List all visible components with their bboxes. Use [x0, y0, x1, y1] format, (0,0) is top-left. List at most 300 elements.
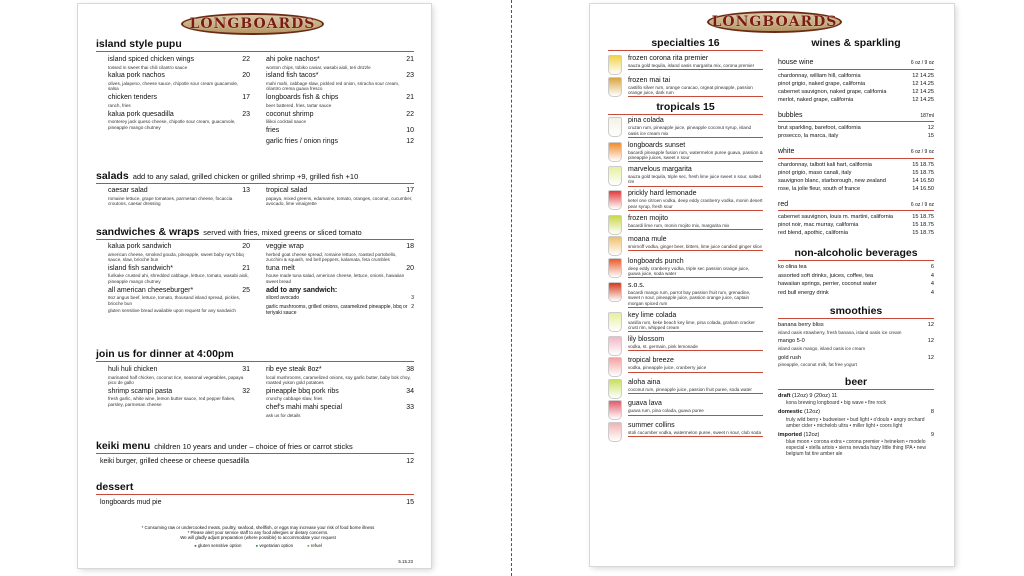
- wine-name: rose, la jolie fleur, south of france: [778, 185, 861, 192]
- nonalc-title: non-alcoholic beverages: [794, 247, 918, 259]
- item-price: 38: [406, 366, 414, 373]
- wine-row: [778, 221, 934, 229]
- dinner-right-column: [266, 366, 414, 421]
- menu-item: [266, 94, 414, 108]
- item-price: 23: [406, 72, 414, 80]
- item-price: 32: [242, 387, 250, 395]
- item-desc: furikake crusted ahi, shredded cabbage, lettuce, tomato, wasabi aioli, pineapple mango chutney: [108, 273, 249, 284]
- wine-row: [778, 132, 934, 140]
- beverage-name: assorted soft drinks, juices, coffee, tea: [778, 272, 874, 279]
- beverage-row: [778, 263, 934, 272]
- smoothie-item: [778, 354, 934, 368]
- beverage-name: ko olina tea: [778, 264, 807, 270]
- item-price: 17: [242, 94, 250, 102]
- wine-row: [778, 80, 934, 88]
- drink-item: [608, 282, 763, 310]
- dessert-price: 15: [406, 499, 414, 506]
- sandwiches-left-column: [108, 243, 250, 314]
- smoothie-name: mango 5-0: [778, 338, 805, 345]
- item-desc: tossed in sweet thai chili cilantro sauce: [108, 64, 188, 70]
- menu-item: [266, 388, 414, 402]
- item-desc: marinated half chicken, coconut rice, seasonal vegetables, papaya pico de gallo: [108, 374, 244, 385]
- item-name: island fish sandwich*: [108, 264, 173, 272]
- smoothie-name: banana berry bliss: [778, 322, 824, 328]
- wine-group: [778, 148, 934, 193]
- drink-name: summer collins: [628, 421, 675, 429]
- sandwiches-right-column: [266, 243, 414, 319]
- drink-name: moana mule: [628, 236, 667, 244]
- salads-right-column: [266, 187, 414, 209]
- wine-name: pinot grigio, maso canali, italy: [778, 169, 852, 176]
- menu-item: [108, 56, 250, 70]
- section-title: salads: [96, 170, 129, 182]
- wine-price-6oz: 12: [912, 96, 919, 103]
- cocktail-glass-icon: [608, 282, 622, 302]
- legend-refuel: ● refuel: [307, 543, 322, 548]
- smoothie-desc: island oasis strawberry, fresh banana, island oasis ice cream: [778, 329, 902, 335]
- beer-title: beer: [844, 375, 868, 388]
- wine-name: sauvignon blanc, starborough, new zealand: [778, 177, 886, 184]
- cocktail-glass-icon: [608, 142, 622, 162]
- section-note: served with fries, mixed greens or sliced tomato: [203, 228, 362, 237]
- item-desc: olives, jalapeno, cheese sauce, chipotle sour cream guacamole, salsa: [108, 80, 239, 92]
- sandwiches-section: [96, 226, 414, 317]
- drink-desc: sauza gold tequila, island oasis margarita mix, corona premier: [628, 63, 755, 68]
- beer-group: [778, 431, 934, 458]
- wine-price-9oz: 18.75: [920, 169, 934, 176]
- longboards-logo: LONGBOARDS: [181, 13, 324, 35]
- item-desc: ranch, fries: [108, 102, 131, 108]
- item-name: fries: [266, 127, 280, 135]
- drink-name: frozen mojito: [628, 214, 669, 222]
- item-price: 21: [406, 56, 414, 63]
- item-name: tropical salad: [266, 187, 308, 194]
- beer-group: [778, 408, 934, 429]
- beer-label: domestic: [778, 409, 803, 416]
- cocktail-column: [608, 37, 763, 443]
- cocktail-glass-icon: [608, 336, 622, 356]
- drink-name: tropical breeze: [628, 357, 674, 365]
- beer-label: draft: [778, 392, 791, 399]
- wine-price-6oz: 15: [912, 169, 919, 176]
- wine-row: [778, 72, 934, 80]
- item-desc: wonton chips, tobiko caviar, wasabi aioli, teri drizzle: [266, 64, 371, 70]
- beer-label: imported: [778, 431, 802, 438]
- add-price: 2: [411, 304, 414, 311]
- pupu-section: [96, 38, 414, 146]
- menu-item: [266, 56, 414, 70]
- wine-name: pinot grigio, naked grape, california: [778, 80, 866, 87]
- wine-price-6oz: 14: [912, 185, 919, 192]
- section-note: add to any salad, grilled chicken or grilled shrimp +9, grilled fish +10: [132, 172, 359, 181]
- beer-sizes: (12oz): [803, 431, 820, 438]
- drink-item: [608, 422, 763, 442]
- item-name: pineapple bbq pork ribs: [266, 387, 339, 395]
- wine-group: [778, 59, 934, 104]
- food-menu-page: [78, 4, 431, 568]
- item-name: rib eye steak 8oz*: [266, 366, 322, 373]
- item-name: chicken tenders: [108, 94, 158, 102]
- wine-sizes: 187ml: [920, 112, 934, 119]
- item-price: 13: [242, 187, 250, 194]
- beer-group: [778, 392, 934, 407]
- wine-row: [778, 161, 934, 169]
- drink-desc: deep eddy cranberry vodka, triple sec passion orange juice, guava juice, soda water: [628, 265, 750, 276]
- item-price: 18: [406, 243, 414, 250]
- wine-price-9oz: 14.25: [920, 96, 934, 103]
- pupu-right-column: [266, 56, 414, 149]
- dessert-item: longboards mud pie: [100, 499, 162, 506]
- beer-list: truly wild berry • budweiser • bud light • o'douls • angry orchard amber cider • michelob ultra • miller light • coors light: [786, 416, 925, 429]
- item-price: 33: [406, 404, 414, 412]
- item-desc: herbed goat cheese spread, romaine lettuce, roasted portobello, zucchini & squash, red bell peppers, kalamata, feta crumbles: [266, 251, 397, 262]
- cocktail-glass-icon: [608, 422, 622, 442]
- beer-price: 8: [930, 409, 934, 416]
- drink-desc: bacardi lime rum, monin mojito mix, margarita mix: [628, 222, 730, 228]
- dinner-section: [96, 348, 414, 418]
- wine-name: red blend, apothic, california: [778, 230, 848, 236]
- wine-column: [778, 37, 934, 459]
- wine-price-6oz: 15: [912, 214, 919, 220]
- wine-row: [778, 124, 934, 132]
- cocktail-glass-icon: [608, 166, 622, 186]
- keiki-item: keiki burger, grilled cheese or cheese quesadilla: [100, 458, 250, 465]
- item-desc: romaine lettuce, grape tomatoes, parmesan cheese, focaccia croutons, caesar dressing: [108, 195, 233, 206]
- wine-sizes: 6 oz / 9 oz: [910, 60, 934, 66]
- gluten-note: gluten sensitive bread available upon request for any sandwich: [108, 308, 236, 314]
- drink-desc: vanilla rum, keke beach key lime, pina colada, graham cracker crust rim, whipped cream: [628, 319, 755, 330]
- item-name: chef's mahi mahi special: [266, 404, 343, 412]
- section-title: dessert: [96, 481, 134, 493]
- section-title: island style pupu: [96, 38, 182, 50]
- cocktail-glass-icon: [608, 55, 622, 75]
- keiki-price: 12: [406, 458, 414, 465]
- smoothie-item: [778, 321, 934, 335]
- item-desc: lilikoi cocktail sauce: [266, 119, 307, 125]
- salads-section: [96, 170, 414, 206]
- beverage-name: red bull energy drink: [778, 289, 829, 296]
- item-name: shrimp scampi pasta: [108, 387, 173, 395]
- item-name: huli huli chicken: [108, 366, 158, 373]
- menu-item: [266, 111, 414, 125]
- wine-price-9oz: 14.25: [920, 72, 934, 79]
- menu-item: [108, 72, 250, 91]
- longboards-logo: LONGBOARDS: [707, 11, 842, 33]
- smoothie-item: [778, 337, 934, 351]
- item-name: kalua pork quesadilla: [108, 110, 174, 118]
- drink-name: key lime colada: [628, 311, 677, 319]
- footnote-raw: * Consuming raw or undercooked meats, poultry, seafood, shellfish, or eggs may increase your risk of food borne illness: [141, 525, 375, 530]
- cocktail-glass-icon: [608, 190, 622, 210]
- drink-item: [608, 142, 763, 165]
- item-desc: ask us for details: [266, 412, 301, 418]
- item-name: kalua pork sandwich: [108, 243, 172, 250]
- section-title: join us for dinner at 4:00pm: [96, 348, 234, 360]
- item-name: garlic fries / onion rings: [266, 138, 338, 146]
- menu-item: [266, 187, 414, 206]
- beverage-row: [778, 272, 934, 281]
- drinks-menu-page: [590, 4, 954, 566]
- drink-desc: castillo silver rum, orange curacao, orgeat pineapple, passion orange juice, dark rum: [628, 84, 753, 95]
- wine-price-9oz: 16.50: [920, 185, 934, 192]
- smoothie-price: 12: [927, 338, 934, 345]
- item-desc: house made tuna salad, american cheese, lettuce, onions, hawaiian sweet bread: [266, 273, 405, 284]
- smoothie-price: 12: [927, 322, 934, 328]
- wine-price-9oz: 12: [927, 125, 934, 131]
- drink-desc: bacardi mango rum, parrot bay passion fruit rum, grenadine, sweet n sour, pineapple juice, passion orange juice, captain morgan spiced rum: [628, 289, 751, 306]
- beer-sizes: (12oz): [804, 409, 820, 416]
- smoothie-desc: pineapple, coconut milk, fat free yogurt: [778, 362, 857, 368]
- item-price: 31: [242, 366, 250, 373]
- item-price: 17: [406, 187, 414, 194]
- cocktail-glass-icon: [608, 77, 622, 97]
- add-option: [266, 295, 414, 301]
- wine-price-9oz: 14.25: [920, 80, 934, 87]
- drink-item: [608, 215, 763, 235]
- item-name: caesar salad: [108, 187, 148, 194]
- item-price: 20: [406, 264, 414, 272]
- cocktail-glass-icon: [608, 215, 622, 235]
- item-name: island fish tacos*: [266, 72, 319, 80]
- item-name: tuna melt: [266, 264, 295, 272]
- wine-price-9oz: 18.75: [920, 222, 934, 228]
- cocktail-glass-icon: [608, 357, 622, 377]
- item-desc: beer battered, fries, tartar sauce: [266, 102, 332, 108]
- wine-price-6oz: 14: [912, 177, 919, 184]
- wine-group: [778, 112, 934, 141]
- wine-price-9oz: 14.25: [920, 88, 934, 95]
- item-price: 20: [242, 243, 250, 250]
- beer-list: kona brewing longboard • big wave • fire rock: [786, 400, 886, 407]
- item-name: island spiced chicken wings: [108, 56, 194, 63]
- item-name: longboards fish & chips: [266, 94, 339, 102]
- item-price: 34: [406, 387, 414, 395]
- drink-desc: smirnoff vodka, ginger beer, bitters, lime juice candied ginger slice: [628, 244, 762, 250]
- drink-desc: cruzan rum, pineapple juice, pineapple coconut syrup, island oasis ice cream mix: [628, 125, 752, 136]
- section-title: sandwiches & wraps: [96, 226, 200, 238]
- drink-desc: vodka, pineapple juice, cranberry juice: [628, 365, 707, 371]
- item-price: 22: [406, 110, 414, 118]
- menu-date: 5.15.23: [398, 559, 413, 564]
- menu-item: [108, 243, 250, 262]
- beverage-price: 4: [930, 272, 934, 279]
- footnote-adjust: We will gladly adjust preparation (where possible) to accommodate your request: [180, 535, 336, 540]
- drink-desc: ketel one citroen vodka, deep eddy cranberry vodka, monin desert pear syrup, fresh sour: [628, 198, 763, 209]
- cocktail-glass-icon: [608, 117, 622, 137]
- item-desc: fresh garlic, white wine, lemon butter sauce, red pepper flakes, parsley, parmesan cheese: [108, 396, 236, 407]
- beverage-row: [778, 280, 934, 289]
- wine-name: cabernet sauvignon, naked grape, california: [778, 88, 887, 95]
- add-sandwich-title: add to any sandwich:: [266, 286, 338, 294]
- pupu-left-column: [108, 56, 250, 132]
- drink-name: marvelous margarita: [628, 165, 692, 173]
- beer-sizes: (12oz) 9 (20oz) 11: [792, 392, 838, 399]
- drink-item: [608, 357, 763, 377]
- menu-item: [108, 187, 250, 206]
- beverage-price: 6: [930, 264, 934, 270]
- menu-item: [108, 388, 250, 407]
- wine-name: chardonnay, william hill, california: [778, 72, 861, 79]
- item-desc: 8oz angus beef, lettuce, tomato, thousand island spread, pickles, brioche bun: [108, 295, 241, 306]
- item-desc: monterey jack queso cheese, chipotle sour cream, guacamole, pineapple mango chutney: [108, 119, 236, 130]
- wine-price-9oz: 18.75: [920, 161, 934, 168]
- item-desc: local mushrooms, caramelized onions, soy garlic butter, baby bok choy, roasted yukon gold potatoes: [266, 374, 411, 385]
- wine-row: [778, 213, 934, 221]
- dinner-left-column: [108, 366, 250, 410]
- wine-price-9oz: 15: [927, 133, 934, 139]
- cocktail-glass-icon: [608, 236, 622, 256]
- add-price: 3: [411, 295, 414, 302]
- wine-row: [778, 88, 934, 96]
- smoothies-title: smoothies: [829, 305, 883, 317]
- drink-item: [608, 258, 763, 281]
- legend-gluten: ● gluten sensitive option: [194, 543, 242, 548]
- drink-desc: sauza gold tequila, triple sec, fresh lime juice sweet n sour, salted rim: [628, 173, 762, 185]
- cocktail-glass-icon: [608, 379, 622, 399]
- smoothie-price: 12: [927, 354, 934, 361]
- footnotes: [138, 525, 378, 548]
- wine-name: brut sparkling, barefoot, california: [778, 125, 861, 131]
- drink-desc: guava rum, pina colada, guava puree: [628, 408, 704, 414]
- drink-desc: coconut rum, pineapple juice, passion fruit puree, soda water: [628, 386, 752, 392]
- add-name: garlic mushrooms, grilled onions, caramelized pineapple, bbq or teriyaki sauce: [266, 304, 408, 317]
- menu-item: [266, 404, 414, 418]
- drink-item: [608, 166, 763, 189]
- drink-name: lily blossom: [628, 335, 665, 343]
- wine-sizes: 6 oz / 9 oz: [910, 201, 934, 208]
- wine-name: pinot noir, mac murray, california: [778, 222, 859, 228]
- drink-name: pina colada: [628, 117, 664, 125]
- drink-name: prickly hard lemonade: [628, 190, 697, 198]
- menu-item: [266, 265, 414, 284]
- wine-group-label: house wine: [778, 59, 814, 66]
- drink-item: [608, 312, 763, 335]
- drink-desc: vodka, st. germain, pink lemonade: [628, 343, 698, 349]
- item-price: 10: [406, 127, 414, 135]
- dessert-section: [96, 481, 414, 508]
- menu-item: [266, 138, 414, 147]
- wine-price-9oz: 16.50: [920, 177, 934, 184]
- wine-group-label: white: [778, 148, 795, 155]
- item-price: 21: [242, 264, 250, 272]
- drink-item: [608, 77, 763, 100]
- wine-price-6oz: 12: [912, 80, 919, 87]
- item-name: veggie wrap: [266, 243, 304, 250]
- wine-row: [778, 185, 934, 193]
- beer-list: blue moon • corona extra • corona premier • heineken • modelo especial • stella artois • sierra nevada hazy little thing IPA • new belgium fat tire amber ale: [786, 439, 926, 458]
- item-desc: papaya, mixed greens, edamame, tomato, oranges, coconut, cucumber, avocado, lime vinaigrette: [266, 195, 413, 206]
- item-price: 25: [242, 286, 250, 294]
- drink-item: [608, 236, 763, 256]
- wine-name: chardonnay, talbott kali hart, california: [778, 161, 872, 168]
- menu-item: [108, 94, 250, 108]
- menu-item: [266, 127, 414, 136]
- drink-item: [608, 190, 763, 213]
- menu-item: [108, 366, 250, 385]
- cocktail-glass-icon: [608, 258, 622, 278]
- menu-item: [108, 265, 250, 284]
- page-divider: [511, 0, 512, 576]
- beverage-name: hawaiian springs, perrier, coconut water: [778, 281, 877, 287]
- wine-sizes: 6 oz / 9 oz: [910, 149, 934, 155]
- menu-item: [108, 287, 250, 306]
- add-option: [266, 304, 414, 316]
- drink-desc: bacardi pineapple fusion rum, watermelon puree guava, passion & pineapple juices, sweet n sour: [628, 149, 763, 161]
- item-name: ahi poke nachos*: [266, 56, 320, 63]
- specialties-title: specialties 16: [651, 37, 720, 49]
- wine-price-6oz: 12: [912, 88, 919, 95]
- drink-name: longboards punch: [628, 257, 684, 265]
- section-note: children 10 years and under – choice of fries or carrot sticks: [154, 442, 353, 451]
- beverage-price: 4: [930, 289, 934, 296]
- wine-group: [778, 201, 934, 238]
- cocktail-glass-icon: [608, 400, 622, 420]
- wine-group-label: bubbles: [778, 111, 803, 119]
- menu-item: [266, 243, 414, 262]
- cocktail-glass-icon: [608, 312, 622, 332]
- item-price: 22: [242, 56, 250, 63]
- keiki-section: [96, 440, 414, 467]
- wines-title: wines & sparkling: [811, 37, 901, 49]
- drink-desc: stoli cucumber vodka, watermelon puree, sweet n sour, club soda: [628, 429, 762, 435]
- menu-item: [108, 111, 250, 130]
- wine-row: [778, 177, 934, 185]
- tropicals-title: tropicals 15: [656, 101, 715, 114]
- drink-name: frozen corona rita premier: [628, 55, 709, 62]
- footnote-allergy: * Please alert your service staff to any food allergies or dietary concerns.: [187, 530, 329, 535]
- wine-group-label: red: [778, 200, 789, 208]
- wine-row: [778, 96, 934, 104]
- beverage-row: [778, 289, 934, 298]
- item-name: kalua pork nachos: [108, 72, 165, 80]
- drink-item: [608, 55, 763, 75]
- drink-name: guava lava: [628, 400, 662, 408]
- beverage-price: 4: [930, 281, 934, 287]
- drink-name: aloha aina: [628, 378, 661, 386]
- menu-item: [266, 72, 414, 91]
- drink-name: frozen mai tai: [628, 76, 671, 84]
- wine-row: [778, 229, 934, 237]
- item-desc: mahi mahi, cabbage slaw, pickled red onion, sriracha sour cream, cilantro crema guava fresco: [266, 80, 400, 92]
- wine-name: merlot, naked grape, california: [778, 96, 854, 103]
- wine-price-6oz: 12: [912, 72, 919, 79]
- drink-name: s.o.s.: [628, 281, 645, 289]
- beer-price: 9: [930, 431, 934, 438]
- item-name: coconut shrimp: [266, 110, 314, 118]
- menu-item: [266, 366, 414, 385]
- drink-name: longboards sunset: [628, 141, 686, 149]
- drink-item: [608, 379, 763, 399]
- item-desc: crunchy cabbage slaw, fries: [266, 396, 323, 402]
- item-price: 21: [406, 94, 414, 102]
- drink-item: [608, 400, 763, 420]
- drink-item: [608, 117, 763, 140]
- wine-price-6oz: 15: [912, 222, 919, 228]
- item-price: 12: [406, 138, 414, 146]
- wine-price-6oz: 15: [912, 161, 919, 168]
- wine-row: [778, 169, 934, 177]
- wine-name: cabernet sauvignon, louis m. martini, california: [778, 214, 894, 220]
- item-price: 20: [242, 72, 250, 80]
- legend-vegetarian: ● vegetarian option: [255, 543, 294, 548]
- smoothie-desc: island oasis mango, island oasis ice cream: [778, 345, 866, 351]
- drink-item: [608, 336, 763, 356]
- smoothie-name: gold rush: [778, 354, 802, 361]
- wine-price-9oz: 18.75: [920, 214, 934, 220]
- salads-left-column: [108, 187, 250, 209]
- item-desc: american cheese, smoked gouda, pineapple, sweet baby ray's bbq sauce, slaw, brioche bun: [108, 251, 244, 262]
- wine-price-9oz: 18.75: [920, 230, 934, 236]
